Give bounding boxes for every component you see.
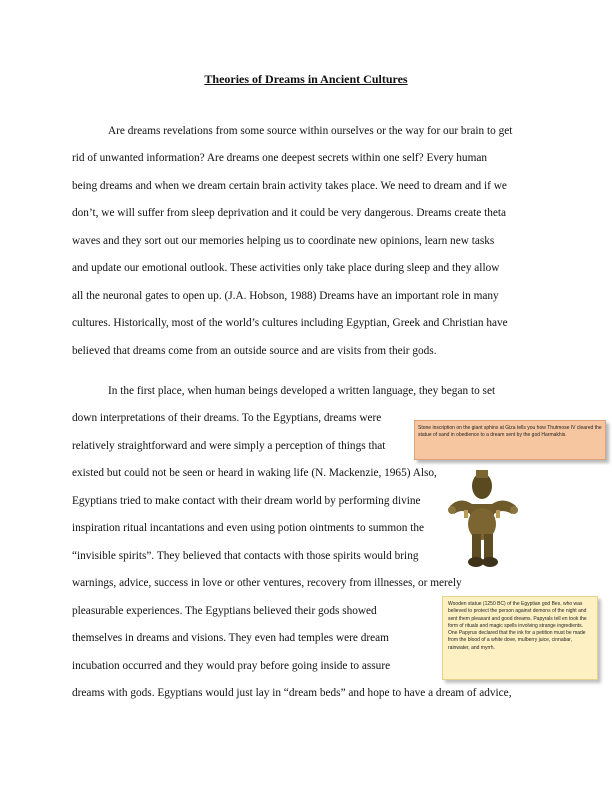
paragraph-line: down interpretations of their dreams. To the Egyptians, dreams were [72,412,382,424]
paragraph-line: all the neuronal gates to open up. (J.A. Hobson, 1988) Dreams have an important role in many [72,290,499,302]
paragraph-line: themselves in dreams and visions. They even had temples were dream [72,632,389,644]
paragraph-line: rid of unwanted information? Are dreams one deepest secrets within one self? Every human [72,152,488,164]
paragraph-line: Are dreams revelations from some source within ourselves or the way for our brain to get [108,125,513,137]
paragraph-line: warnings, advice, success in love or other ventures, recovery from illnesses, or merely [72,577,462,589]
paragraph-line: incubation occurred and they would pray before going inside to assure [72,660,391,672]
paragraph-line: In the first place, when human beings developed a written language, they began to set [108,385,496,397]
paragraph-line: pleasurable experiences. The Egyptians believed their gods showed [72,605,377,617]
bes-statue-image [440,466,522,578]
paragraph-line: inspiration ritual incantations and even using potion ointments to summon the [72,522,425,534]
paragraph-line: dreams with gods. Egyptians would just lay in “dream beds” and hope to have a dream of advice, [72,687,512,699]
paragraph-line: relatively straightforward and were simply a perception of things that [72,440,386,452]
bes-caption-box: Wooden statue (1250 BC) of the Egyptian god Bes, who was believed to protect the person against demons of the night and sent them pleasant and good dreams. Papyrals tell en took the form of rituals and magic spells involving strange ingredients. One Papyrus declared that the ink for a petition must be made from the blood of a white dove, mulberry juice, cinnabar, rainwater, and myrrh. [442,596,598,680]
paragraph-line: cultures. Historically, most of the world’s cultures including Egyptian, Greek and Christian have [72,317,508,329]
paragraph-line: don’t, we will suffer from sleep deprivation and it could be very dangerous. Dreams create theta [72,207,507,219]
sphinx-caption-box: Stone inscription on the giant sphinx at Giza tells you how Thutmose IV cleared the statue of sand in obedience to a dream sent by the god Harmakhis. [414,420,606,460]
paragraph-line: waves and they sort out our memories helping us to coordinate new opinions, learn new tasks [72,235,495,247]
paragraph-line: being dreams and when we dream certain brain activity takes place. We need to dream and if we [72,180,507,192]
paragraph-line: and update our emotional outlook. These activities only take place during sleep and they allow [72,262,500,274]
paragraph-line: Egyptians tried to make contact with their dream world by performing divine [72,495,421,507]
page-title: Theories of Dreams in Ancient Cultures [204,72,408,86]
paragraph-line: believed that dreams come from an outside source and are visits from their gods. [72,345,437,357]
paragraph-line: “invisible spirits”. They believed that contacts with those spirits would bring [72,550,419,562]
paragraph-line: existed but could not be seen or heard in waking life (N. Mackenzie, 1965) Also, [72,467,437,479]
